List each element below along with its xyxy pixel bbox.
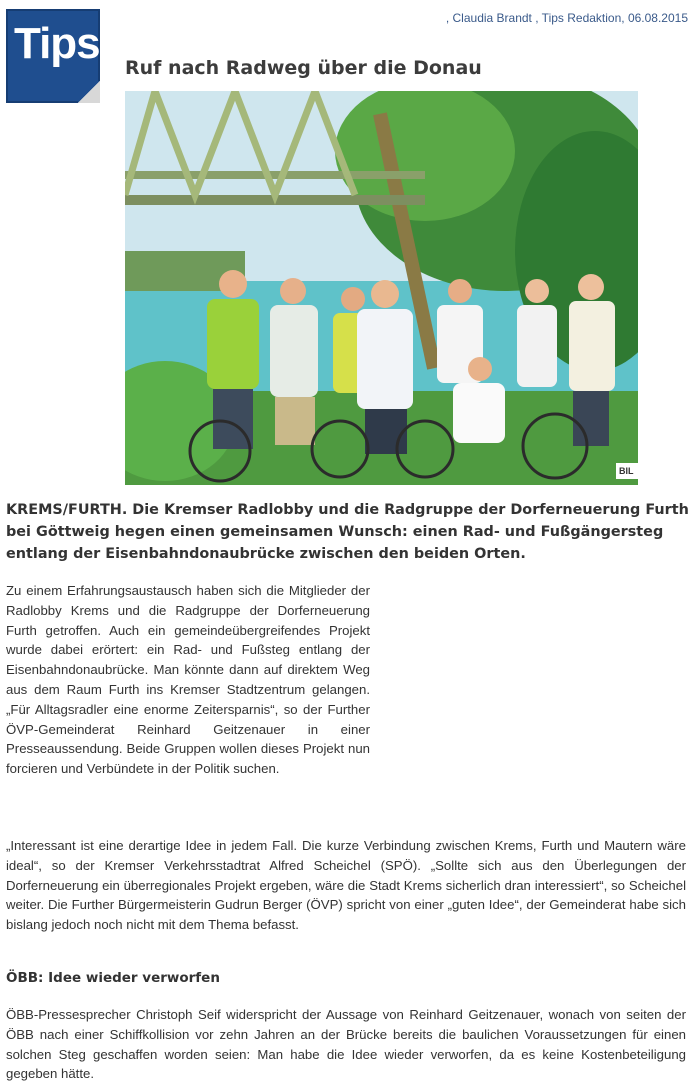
article-photo bbox=[125, 91, 638, 485]
photo-credit: BIL bbox=[616, 463, 638, 479]
article-paragraph: ÖBB-Pressesprecher Christoph Seif widerspricht der Aussage von Reinhard Geitzenauer, wonach von seiten der ÖBB nach einer Schiffkollision vor zehn Jahren an der Brücke bereits die baulichen Voraussetzungen für einen solchen Steg geschaffen worden seien: Man habe die Idee wieder verworfen, da es keine Kostenbeteiligung gegeben hätte. bbox=[6, 1007, 686, 1082]
article-subheading: ÖBB: Idee wieder verworfen bbox=[6, 970, 220, 986]
article-byline: , Claudia Brandt , Tips Redaktion, 06.08.2015 bbox=[445, 11, 688, 25]
article-headline: Ruf nach Radweg über die Donau bbox=[125, 57, 482, 79]
tips-logo[interactable] bbox=[6, 9, 100, 103]
article-lead: KREMS/FURTH. Die Kremser Radlobby und die Radgruppe der Dorferneuerung Furth bei Göttweig hegen einen gemeinsamen Wunsch: einen Rad- und Fußgängersteg entlang der Eisenbahndonaubrücke zwischen den beiden Orten. bbox=[6, 502, 689, 562]
logo-page-curl bbox=[78, 81, 100, 103]
article-paragraph: „Interessant ist eine derartige Idee in jedem Fall. Die kurze Verbindung zwischen Krems, Furth und Mautern wäre ideal“, so der Kremser Verkehrsstadtrat Alfred Scheichel (SPÖ). „Sollte sich aus den Überlegungen der Dorferneuerung ein überregionales Projekt ergeben, wäre die Stadt Krems sicherlich dran interessiert“, so Scheichel weiter. Die Further Bürgermeisterin Gudrun Berger (ÖVP) spricht von einer „guten Idee“, der Gemeinderat habe sich bislang jedoch noch nicht mit dem Thema befasst. bbox=[6, 838, 686, 933]
group-photo-illustration bbox=[125, 91, 638, 485]
article-paragraph: Zu einem Erfahrungsaustausch haben sich die Mitglieder der Radlobby Krems und die Radgruppe der Dorferneuerung Furth getroffen. Auch ein gemeindeübergreifendes Projekt wurde dabei erörtert: ein Rad- und Fußsteg entlang der Eisenbahndonaubrücke. Man könnte dann auf direktem Weg aus dem Raum Furth ins Kremser Stadtzentrum gelangen. „Für Alltagsradler eine enorme Zeitersparnis“, so der Further ÖVP-Gemeinderat Reinhard Geitzenauer in einer Presseaussendung. Beide Gruppen wollen dieses Projekt nun forcieren und Verbündete in der Politik suchen. bbox=[6, 583, 370, 777]
logo-text: Tips bbox=[14, 19, 100, 68]
